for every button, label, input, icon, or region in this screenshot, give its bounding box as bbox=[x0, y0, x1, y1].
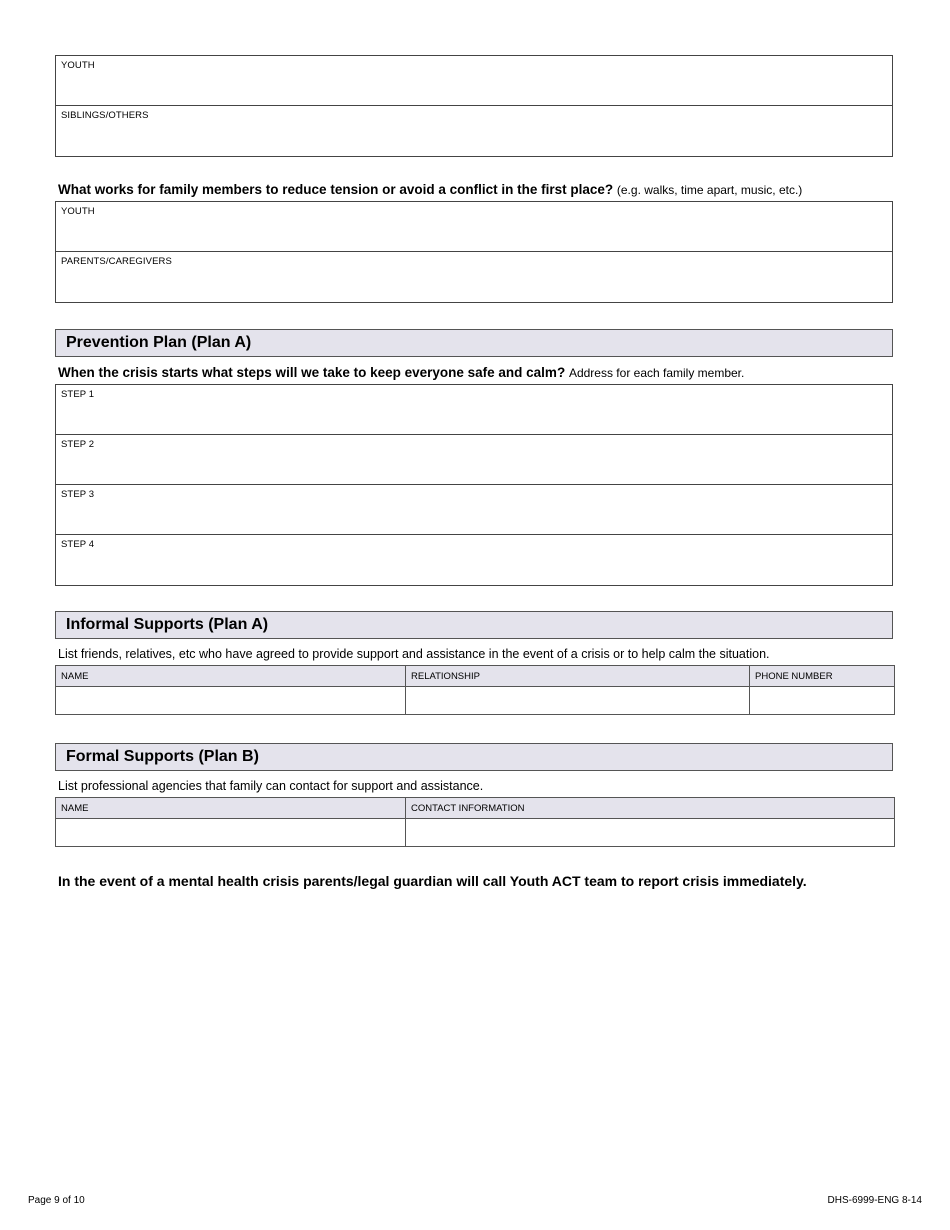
field-label: STEP 2 bbox=[61, 439, 95, 450]
informal-relationship-cell[interactable] bbox=[406, 687, 750, 715]
step-3-field[interactable] bbox=[56, 485, 892, 535]
table-row bbox=[56, 687, 895, 715]
table-header-row bbox=[56, 666, 895, 687]
field-label: STEP 3 bbox=[61, 489, 95, 500]
formal-name-cell[interactable] bbox=[56, 819, 406, 847]
top-response-box bbox=[55, 55, 893, 157]
siblings-response-field[interactable] bbox=[56, 106, 892, 156]
table-header-row bbox=[56, 798, 895, 819]
formal-contact-cell[interactable] bbox=[406, 819, 895, 847]
tension-question-text: What works for family members to reduce tension or avoid a conflict in the first place? bbox=[58, 182, 614, 197]
step-4-field[interactable] bbox=[56, 535, 892, 585]
table-row bbox=[56, 819, 895, 847]
step-1-field[interactable] bbox=[56, 385, 892, 435]
prevention-question bbox=[58, 365, 744, 380]
tension-response-box bbox=[55, 201, 893, 303]
prevention-plan-header bbox=[55, 329, 893, 357]
informal-supports-table bbox=[55, 665, 895, 715]
step-2-field[interactable] bbox=[56, 435, 892, 485]
formal-supports-header bbox=[55, 743, 893, 771]
section-title: Prevention Plan (Plan A) bbox=[66, 334, 252, 351]
page-number: Page 9 of 10 bbox=[28, 1195, 85, 1206]
tension-youth-field[interactable] bbox=[56, 202, 892, 252]
column-header-contact: CONTACT INFORMATION bbox=[406, 798, 895, 819]
informal-name-cell[interactable] bbox=[56, 687, 406, 715]
field-label: YOUTH bbox=[61, 206, 95, 217]
field-label: STEP 1 bbox=[61, 389, 95, 400]
column-header-name: NAME bbox=[56, 798, 406, 819]
prevention-steps-box bbox=[55, 384, 893, 586]
field-label: PARENTS/CAREGIVERS bbox=[61, 256, 172, 267]
field-label: SIBLINGS/OTHERS bbox=[61, 110, 149, 121]
tension-parents-field[interactable] bbox=[56, 252, 892, 302]
section-title: Formal Supports (Plan B) bbox=[66, 748, 259, 765]
form-id: DHS-6999-ENG 8-14 bbox=[827, 1195, 922, 1206]
closing-statement: In the event of a mental health crisis parents/legal guardian will call Youth ACT team to report crisis immediately. bbox=[58, 873, 807, 889]
tension-question-hint: (e.g. walks, time apart, music, etc.) bbox=[616, 183, 803, 197]
field-label: YOUTH bbox=[61, 60, 95, 71]
column-header-relationship: RELATIONSHIP bbox=[406, 666, 750, 687]
column-header-phone: PHONE NUMBER bbox=[750, 666, 895, 687]
tension-question bbox=[58, 182, 802, 197]
prevention-question-hint: Address for each family member. bbox=[568, 366, 745, 380]
section-title: Informal Supports (Plan A) bbox=[66, 616, 269, 633]
prevention-question-text: When the crisis starts what steps will we take to keep everyone safe and calm? bbox=[58, 365, 566, 380]
formal-supports-table bbox=[55, 797, 895, 847]
youth-response-field[interactable] bbox=[56, 56, 892, 106]
informal-instruction: List friends, relatives, etc who have agreed to provide support and assistance in the event of a crisis or to help calm the situation. bbox=[58, 647, 770, 661]
column-header-name: NAME bbox=[56, 666, 406, 687]
informal-phone-cell[interactable] bbox=[750, 687, 895, 715]
field-label: STEP 4 bbox=[61, 539, 95, 550]
formal-instruction: List professional agencies that family can contact for support and assistance. bbox=[58, 779, 484, 793]
informal-supports-header bbox=[55, 611, 893, 639]
